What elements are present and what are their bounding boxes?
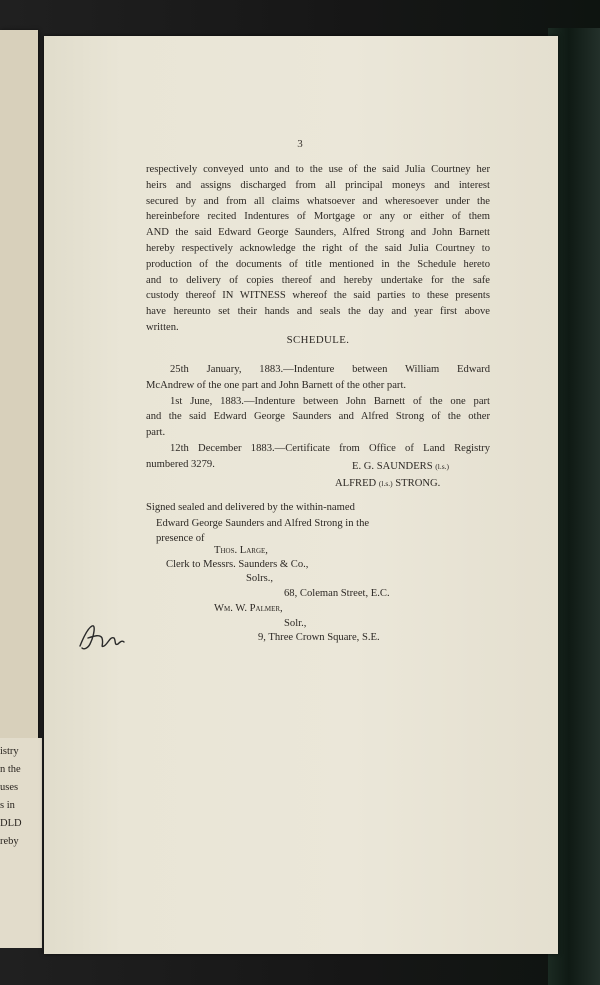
signature-first-name: ALFRED — [335, 478, 377, 489]
body-line: production of the documents of title mentioned in the Schedule hereto — [146, 258, 490, 270]
page-number: 3 — [297, 138, 303, 150]
body-line: hereinbefore recited Indentures of Mortgage or any or either of them — [146, 211, 490, 223]
signature-last-name: STRONG. — [395, 478, 441, 489]
body-line: heirs and assigns discharged from all principal moneys and interest — [146, 179, 490, 191]
witness1-address: 68, Coleman Street, E.C. — [284, 588, 390, 599]
body-line: written. — [146, 321, 179, 333]
body-line: secured by and from all claims whatsoever and wheresoever under the — [146, 195, 490, 207]
body-line: and to delivery of copies thereof and hereby undertake for the safe — [146, 274, 490, 286]
left-fragment: n the — [0, 764, 21, 775]
schedule-line: and the said Edward George Saunders and Alfred Strong of the other — [146, 411, 490, 423]
schedule-line: part. — [146, 427, 166, 439]
witness2-title: Solr., — [284, 618, 307, 629]
body-line: hereby respectively acknowledge the right of the said Julia Courtney to — [146, 242, 490, 254]
schedule-line: McAndrew of the one part and John Barnett of the other part. — [146, 379, 407, 391]
witness1-name: Thos. Large, — [214, 545, 268, 556]
adjacent-page-top — [0, 30, 38, 740]
witness1-title: Clerk to Messrs. Saunders & Co., — [166, 559, 309, 570]
body-line: respectively conveyed unto and to the use of the said Julia Courtney her — [146, 164, 490, 175]
left-fragment: istry — [0, 746, 19, 757]
left-fragment: s in — [0, 800, 15, 811]
left-fragment: uses — [0, 782, 19, 793]
schedule-line: 25th January, 1883.—Indenture between William Edward — [170, 364, 490, 375]
body-line: AND the said Edward George Saunders, Alfred Strong and John Barnett — [146, 227, 490, 239]
seal-mark: (l.s.) — [378, 479, 393, 488]
left-fragment: DLD — [0, 818, 22, 829]
body-line: have hereunto set their hands and seals the day and year first above — [146, 306, 490, 318]
left-fragment: reby — [0, 836, 19, 847]
attestation-line: Edward George Saunders and Alfred Strong in the — [156, 518, 370, 529]
schedule-line: 12th December 1883.—Certificate from Office of Land Registry — [170, 442, 490, 454]
witness2-name: Wm. W. Palmer, — [214, 603, 283, 614]
seal-mark: (l.s.) — [435, 462, 450, 471]
signature-saunders — [352, 461, 449, 472]
signature-name: E. G. SAUNDERS — [352, 461, 433, 472]
schedule-line: 1st June, 1883.—Indenture between John Barnett of the one part — [170, 395, 490, 407]
adjacent-page-bottom — [0, 738, 42, 948]
body-paragraph — [146, 162, 490, 336]
attestation-line: Signed sealed and delivered by the within-named — [146, 502, 355, 513]
handwritten-initials-icon — [74, 618, 128, 654]
schedule-list — [146, 362, 490, 473]
schedule-heading: SCHEDULE. — [286, 334, 350, 346]
witness2-address: 9, Three Crown Square, S.E. — [258, 632, 380, 643]
schedule-line: numbered 3279. — [146, 458, 215, 470]
witness1-solrs: Solrs., — [246, 573, 274, 584]
attestation-line: presence of — [156, 533, 205, 544]
signature-strong — [335, 478, 440, 489]
body-line: custody thereof IN WITNESS whereof the said parties to these presents — [146, 290, 490, 302]
